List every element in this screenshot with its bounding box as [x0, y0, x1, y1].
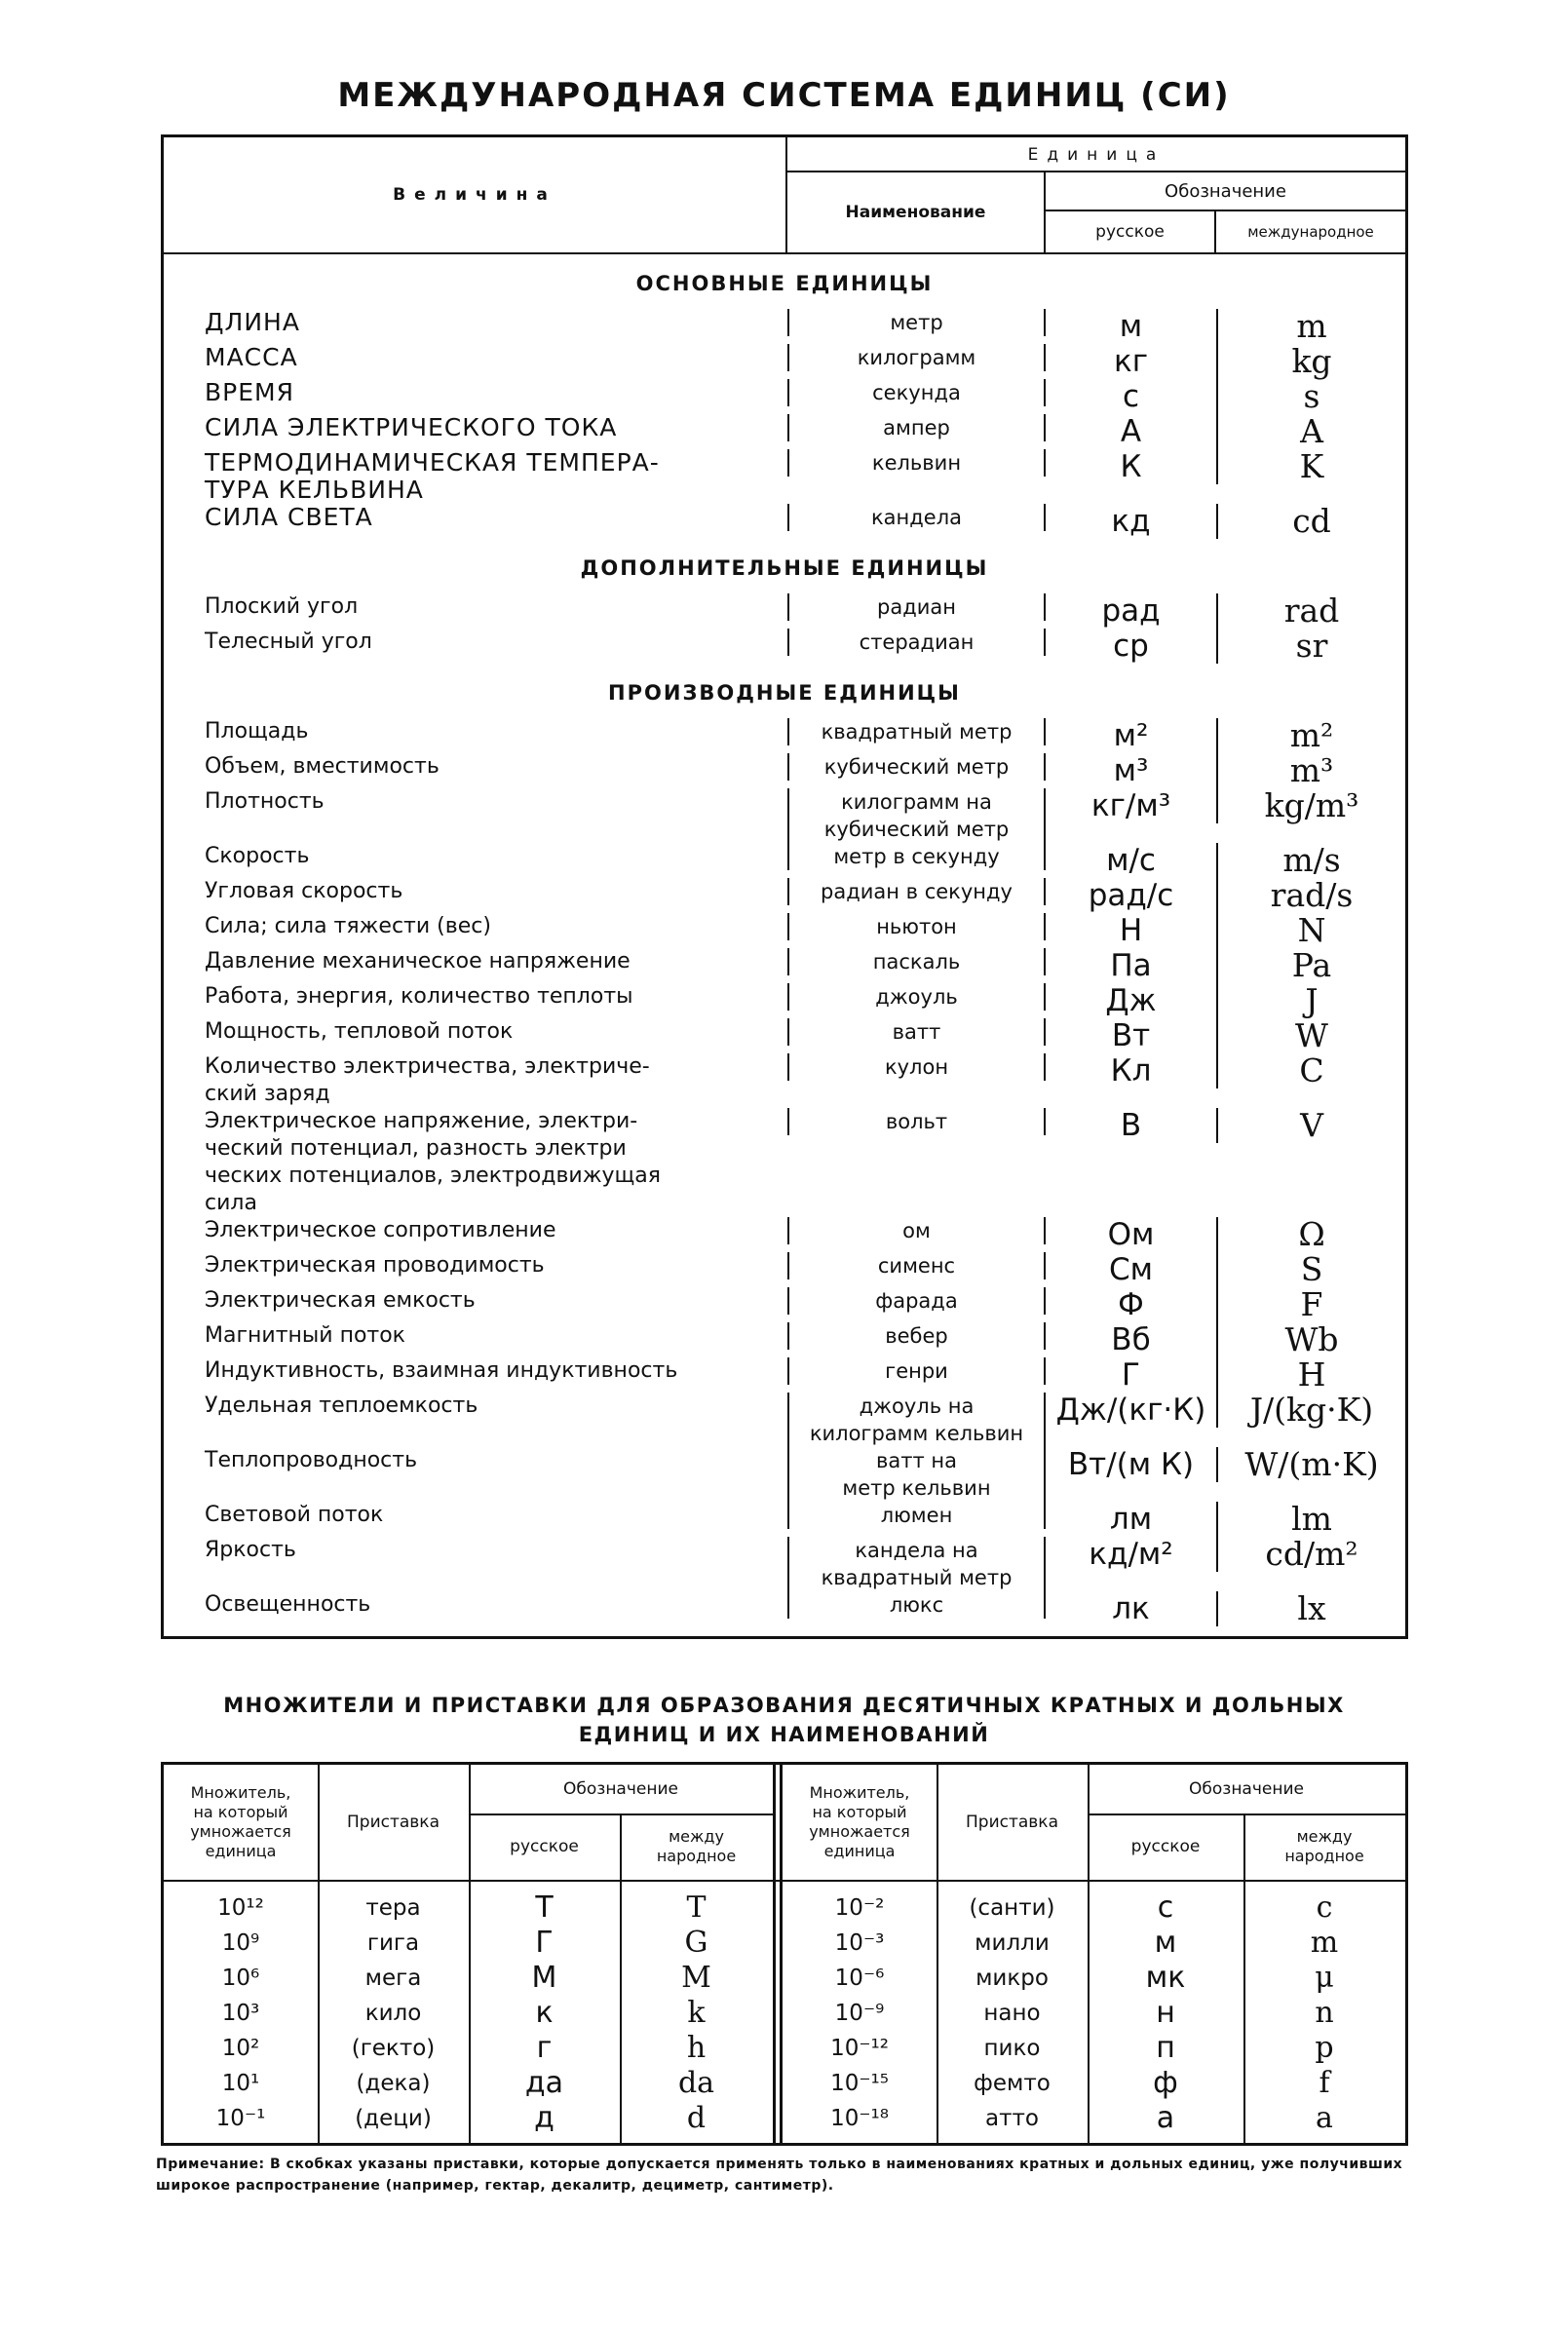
prefix-name-cell: гига — [366, 1930, 420, 1956]
unit-row — [164, 629, 1405, 664]
prefix-name-cell: нано — [983, 2001, 1041, 2026]
quantity-cell: Световой поток — [205, 1503, 384, 1527]
prefix-name-cell: (санти) — [969, 1895, 1055, 1921]
quantity-cell: Яркость — [205, 1538, 296, 1562]
multiplier-cell: 10⁻¹² — [830, 2036, 889, 2061]
prefix-international-cell: M — [681, 1961, 711, 1995]
prefix-international-cell: da — [677, 2066, 715, 2100]
quantity-cell: ВРЕМЯ — [205, 378, 294, 406]
unit-row — [164, 449, 1405, 504]
russian-symbol-cell: кд — [1111, 504, 1151, 539]
unit-row — [164, 1393, 1405, 1447]
russian-symbol-cell: А — [1120, 414, 1142, 449]
multiplier-cell: 10⁻¹⁵ — [830, 2071, 889, 2096]
prefix-russian-cell: ф — [1153, 2066, 1178, 2100]
quantity-cell: Угловая скорость — [205, 879, 403, 903]
section-title: ПРОИЗВОДНЫЕ ЕДИНИЦЫ — [608, 681, 961, 705]
russian-symbol-cell: ср — [1113, 629, 1149, 664]
prefix-name-cell: мега — [364, 1966, 422, 1991]
unit-row — [164, 948, 1405, 983]
unit-row — [164, 1502, 1405, 1537]
unit-name-cell: фарада — [787, 1287, 1046, 1315]
prefix-header-multiplier-left: Множитель, на который умножается единица — [190, 1783, 291, 1860]
multiplier-cell: 10⁻¹⁸ — [830, 2106, 889, 2131]
quantity-cell: Электрическое сопротивление — [205, 1218, 556, 1242]
header-russian: русское — [1046, 211, 1216, 252]
prefix-subheader-divider-right — [1088, 1814, 1405, 1815]
multiplier-cell: 10⁹ — [221, 1930, 260, 1956]
prefix-international-cell: μ — [1315, 1961, 1334, 1995]
russian-symbol-cell: Па — [1110, 948, 1152, 983]
unit-row — [164, 379, 1405, 414]
unit-name-cell: килограмм на кубический метр — [787, 788, 1046, 843]
russian-symbol-cell: В — [1120, 1108, 1142, 1143]
unit-row — [164, 1053, 1405, 1108]
unit-row — [164, 788, 1405, 843]
russian-symbol-cell: Дж — [1105, 983, 1157, 1018]
prefix-russian-cell: п — [1156, 2031, 1175, 2065]
unit-name-cell: кубический метр — [787, 753, 1046, 781]
international-symbol-cell: H — [1216, 1357, 1405, 1393]
quantity-cell: Магнитный поток — [205, 1323, 405, 1348]
prefix-international-cell: G — [684, 1926, 708, 1960]
prefix-header-prefix-left: Приставка — [347, 1813, 440, 1832]
russian-symbol-cell: Н — [1119, 913, 1143, 948]
prefix-header-international-right: между народное — [1284, 1827, 1364, 1865]
international-symbol-cell: cd — [1216, 504, 1405, 539]
international-symbol-cell: F — [1216, 1287, 1405, 1322]
prefix-russian-cell: г — [536, 2031, 553, 2065]
russian-symbol-cell: Вт — [1111, 1018, 1151, 1053]
international-symbol-cell: V — [1216, 1108, 1405, 1143]
prefix-russian-cell: да — [524, 2066, 564, 2100]
unit-name-cell: люкс — [787, 1591, 1046, 1619]
prefix-russian-cell: Т — [535, 1890, 554, 1925]
prefix-header-russian-left: русское — [510, 1837, 579, 1856]
russian-symbol-cell: м² — [1113, 718, 1149, 753]
quantity-cell: СИЛА ЭЛЕКТРИЧЕСКОГО ТОКА — [205, 413, 618, 441]
prefix-header-designation-left: Обозначение — [563, 1779, 678, 1799]
unit-row — [164, 843, 1405, 878]
quantity-cell: Электрическая емкость — [205, 1288, 476, 1313]
international-symbol-cell: rad/s — [1216, 878, 1405, 913]
international-symbol-cell: sr — [1216, 629, 1405, 664]
prefix-international-cell: a — [1316, 2101, 1333, 2135]
prefix-name-cell: атто — [985, 2106, 1039, 2131]
russian-symbol-cell: лк — [1112, 1591, 1150, 1626]
prefix-international-cell: k — [687, 1996, 706, 2030]
prefix-international-cell: d — [686, 2101, 707, 2135]
unit-name-cell: генри — [787, 1357, 1046, 1385]
header-international: международное — [1247, 223, 1374, 241]
table-bottom-padding — [164, 1626, 1405, 1636]
international-symbol-cell: rad — [1216, 593, 1405, 629]
unit-row — [164, 913, 1405, 948]
unit-name-cell: ом — [787, 1217, 1046, 1244]
russian-symbol-cell: лм — [1109, 1502, 1153, 1537]
international-symbol-cell: m — [1216, 309, 1405, 344]
prefix-header-international-left: между народное — [656, 1827, 737, 1865]
quantity-cell: Электрическое напряжение, электри- ческий потенциал, разность электри ческих потенциалов, электродвижущая сила — [205, 1109, 661, 1215]
multiplier-cell: 10⁻² — [834, 1895, 885, 1921]
international-symbol-cell: K — [1216, 449, 1405, 484]
russian-symbol-cell: Вб — [1111, 1322, 1151, 1357]
russian-symbol-cell: Г — [1122, 1357, 1140, 1393]
unit-name-cell: сименс — [787, 1252, 1046, 1279]
unit-name-cell: квадратный метр — [787, 718, 1046, 745]
unit-row — [164, 344, 1405, 379]
multiplier-cell: 10⁻⁹ — [834, 2001, 885, 2026]
quantity-cell: Скорость — [205, 844, 310, 868]
quantity-cell: Мощность, тепловой поток — [205, 1019, 514, 1044]
unit-name-cell: ньютон — [787, 913, 1046, 940]
international-symbol-cell: lx — [1216, 1591, 1405, 1626]
quantity-cell: Электрическая проводимость — [205, 1253, 545, 1278]
russian-symbol-cell: рад/с — [1088, 878, 1174, 913]
quantity-cell: Индуктивность, взаимная индуктивность — [205, 1358, 678, 1383]
unit-name-cell: люмен — [787, 1502, 1046, 1529]
unit-name-cell: ампер — [787, 414, 1046, 441]
quantity-cell: Удельная теплоемкость — [205, 1394, 478, 1418]
prefix-name-cell: пико — [983, 2036, 1041, 2061]
unit-row — [164, 878, 1405, 913]
prefix-international-cell: T — [686, 1890, 707, 1925]
unit-name-cell: вебер — [787, 1322, 1046, 1350]
si-table-header — [164, 137, 1405, 254]
quantity-cell: Освещенность — [205, 1592, 371, 1617]
prefix-name-cell: милли — [975, 1930, 1050, 1956]
multiplier-cell: 10⁶ — [221, 1966, 260, 1991]
russian-symbol-cell: Вт/(м К) — [1067, 1447, 1195, 1482]
unit-row — [164, 1357, 1405, 1393]
unit-row — [164, 1217, 1405, 1252]
unit-name-cell: джоуль — [787, 983, 1046, 1011]
russian-symbol-cell: рад — [1101, 593, 1161, 629]
section-title: ДОПОЛНИТЕЛЬНЫЕ ЕДИНИЦЫ — [580, 556, 989, 580]
header-quantity: Величина — [164, 137, 787, 252]
russian-symbol-cell: кг/м³ — [1090, 788, 1171, 823]
unit-name-cell: кулон — [787, 1053, 1046, 1081]
prefix-russian-cell: д — [534, 2101, 555, 2135]
international-symbol-cell: S — [1216, 1252, 1405, 1287]
international-symbol-cell: J — [1216, 983, 1405, 1018]
russian-symbol-cell: м/с — [1106, 843, 1156, 878]
prefix-international-cell: m — [1310, 1926, 1339, 1960]
international-symbol-cell: cd/m² — [1216, 1537, 1405, 1572]
prefix-international-cell: h — [686, 2031, 707, 2065]
prefix-russian-cell: мк — [1145, 1961, 1186, 1995]
unit-row — [164, 718, 1405, 753]
unit-name-cell: вольт — [787, 1108, 1046, 1135]
unit-name-cell: кельвин — [787, 449, 1046, 477]
unit-row — [164, 753, 1405, 788]
prefix-russian-cell: а — [1156, 2101, 1175, 2135]
prefix-col-divider — [773, 1765, 776, 2143]
international-symbol-cell: A — [1216, 414, 1405, 449]
international-symbol-cell: m/s — [1216, 843, 1405, 878]
header-designation: Обозначение — [1046, 172, 1405, 211]
unit-row — [164, 504, 1405, 539]
unit-name-cell: килограмм — [787, 344, 1046, 371]
prefix-name-cell: фемто — [974, 2071, 1051, 2096]
unit-name-cell: паскаль — [787, 948, 1046, 975]
unit-name-cell: секунда — [787, 379, 1046, 406]
prefix-header-designation-right: Обозначение — [1189, 1779, 1304, 1799]
prefix-international-cell: f — [1319, 2066, 1330, 2100]
prefix-header-divider — [164, 1880, 1405, 1882]
russian-symbol-cell: Ом — [1107, 1217, 1155, 1252]
unit-name-cell: ватт — [787, 1018, 1046, 1046]
prefix-russian-cell: с — [1157, 1890, 1174, 1925]
quantity-cell: Объем, вместимость — [205, 754, 440, 779]
international-symbol-cell: Pa — [1216, 948, 1405, 983]
prefix-table-title: МНОЖИТЕЛИ И ПРИСТАВКИ ДЛЯ ОБРАЗОВАНИЯ ДЕСЯТИЧНЫХ КРАТНЫХ И ДОЛЬНЫХ ЕДИНИЦ И ИХ НАИМЕНОВАНИЙ — [223, 1694, 1345, 1746]
quantity-cell: МАССА — [205, 343, 298, 371]
quantity-cell: Площадь — [205, 719, 309, 744]
unit-name-cell: метр в секунду — [787, 843, 1046, 870]
quantity-cell: ТЕРМОДИНАМИЧЕСКАЯ ТЕМПЕРА- ТУРА КЕЛЬВИНА — [205, 448, 660, 504]
international-symbol-cell: W/(m·K) — [1216, 1447, 1405, 1482]
prefix-russian-cell: М — [531, 1961, 557, 1995]
unit-name-cell: ватт на метр кельвин — [787, 1447, 1046, 1502]
prefix-russian-cell: Г — [535, 1926, 554, 1960]
prefix-international-cell: p — [1315, 2031, 1334, 2065]
unit-name-cell: радиан — [787, 593, 1046, 621]
quantity-cell: Плотность — [205, 789, 325, 814]
unit-row — [164, 309, 1405, 344]
prefix-table — [161, 1762, 1408, 2146]
multiplier-cell: 10³ — [221, 2001, 260, 2026]
unit-row — [164, 1252, 1405, 1287]
quantity-cell: Сила; сила тяжести (вес) — [205, 914, 491, 938]
unit-row — [164, 1108, 1405, 1217]
section-title: ОСНОВНЫЕ ЕДИНИЦЫ — [635, 272, 934, 295]
russian-symbol-cell: м — [1119, 309, 1143, 344]
prefix-international-cell: n — [1315, 1996, 1334, 2030]
quantity-cell: Количество электричества, электриче- ский заряд — [205, 1054, 650, 1106]
unit-row — [164, 1018, 1405, 1053]
si-table-body — [164, 254, 1405, 1636]
quantity-cell: Давление механическое напряжение — [205, 949, 631, 974]
unit-name-cell: кандела на квадратный метр — [787, 1537, 1046, 1591]
international-symbol-cell: kg/m³ — [1216, 788, 1405, 823]
russian-symbol-cell: кг — [1113, 344, 1148, 379]
russian-symbol-cell: Дж/(кг·К) — [1055, 1393, 1206, 1428]
multiplier-cell: 10¹² — [217, 1895, 264, 1921]
prefix-international-cell: c — [1316, 1890, 1333, 1925]
unit-row — [164, 1287, 1405, 1322]
quantity-cell: Работа, энергия, количество теплоты — [205, 984, 633, 1009]
russian-symbol-cell: м³ — [1113, 753, 1149, 788]
unit-name-cell: джоуль на килограмм кельвин — [787, 1393, 1046, 1447]
international-symbol-cell: m³ — [1216, 753, 1405, 788]
prefix-name-cell: тера — [365, 1895, 421, 1921]
prefix-header-multiplier-right: Множитель, на который умножается единица — [809, 1783, 910, 1860]
international-symbol-cell: Wb — [1216, 1322, 1405, 1357]
russian-symbol-cell: Кл — [1110, 1053, 1152, 1088]
unit-name-cell: радиан в секунду — [787, 878, 1046, 905]
prefix-header-prefix-right: Приставка — [966, 1813, 1058, 1832]
unit-row — [164, 414, 1405, 449]
quantity-cell: Плоский угол — [205, 594, 359, 619]
prefix-name-cell: (дека) — [356, 2071, 431, 2096]
si-units-table — [161, 134, 1408, 1639]
international-symbol-cell: m² — [1216, 718, 1405, 753]
unit-name-cell: стерадиан — [787, 629, 1046, 656]
quantity-cell: СИЛА СВЕТА — [205, 503, 373, 531]
unit-row — [164, 1591, 1405, 1626]
header-unit: Единица — [787, 137, 1405, 172]
prefix-russian-cell: н — [1156, 1996, 1175, 2030]
multiplier-cell: 10⁻¹ — [215, 2106, 266, 2131]
unit-row — [164, 1322, 1405, 1357]
russian-symbol-cell: К — [1120, 449, 1142, 484]
page-title: МЕЖДУНАРОДНАЯ СИСТЕМА ЕДИНИЦ (СИ) — [337, 76, 1231, 115]
unit-row — [164, 1447, 1405, 1502]
russian-symbol-cell: Ф — [1118, 1287, 1144, 1322]
international-symbol-cell: N — [1216, 913, 1405, 948]
prefix-name-cell: кило — [364, 2001, 422, 2026]
prefix-name-cell: микро — [975, 1966, 1049, 1991]
quantity-cell: Телесный угол — [205, 630, 372, 654]
unit-name-cell: кандела — [787, 504, 1046, 531]
international-symbol-cell: s — [1216, 379, 1405, 414]
prefix-russian-cell: м — [1154, 1926, 1177, 1960]
prefix-name-cell: (деци) — [355, 2106, 432, 2131]
unit-row — [164, 593, 1405, 629]
quantity-cell: Теплопроводность — [205, 1448, 418, 1472]
multiplier-cell: 10⁻³ — [834, 1930, 885, 1956]
quantity-cell: ДЛИНА — [205, 308, 300, 336]
unit-row — [164, 1537, 1405, 1591]
international-symbol-cell: lm — [1216, 1502, 1405, 1537]
international-symbol-cell: kg — [1216, 344, 1405, 379]
unit-row — [164, 983, 1405, 1018]
international-symbol-cell: C — [1216, 1053, 1405, 1088]
multiplier-cell: 10¹ — [221, 2071, 260, 2096]
russian-symbol-cell: кд/м² — [1089, 1537, 1173, 1572]
multiplier-cell: 10² — [221, 2036, 260, 2061]
prefix-russian-cell: к — [535, 1996, 554, 2030]
russian-symbol-cell: См — [1108, 1252, 1154, 1287]
international-symbol-cell: J/(kg·K) — [1216, 1393, 1405, 1428]
russian-symbol-cell: с — [1122, 379, 1140, 414]
multiplier-cell: 10⁻⁶ — [834, 1966, 885, 1991]
prefix-header-russian-right: русское — [1130, 1837, 1201, 1856]
unit-name-cell: метр — [787, 309, 1046, 336]
international-symbol-cell: W — [1216, 1018, 1405, 1053]
international-symbol-cell: Ω — [1216, 1217, 1405, 1252]
header-name: Наименование — [787, 172, 1046, 252]
footnote: Примечание: В скобках указаны приставки, которые допускается применять только в наименованиях кратных и дольных единиц, уже получивших широкое распространение (например, гектар, декалитр, дециметр, сантиметр). — [156, 2157, 1403, 2194]
prefix-name-cell: (гекто) — [351, 2036, 436, 2061]
